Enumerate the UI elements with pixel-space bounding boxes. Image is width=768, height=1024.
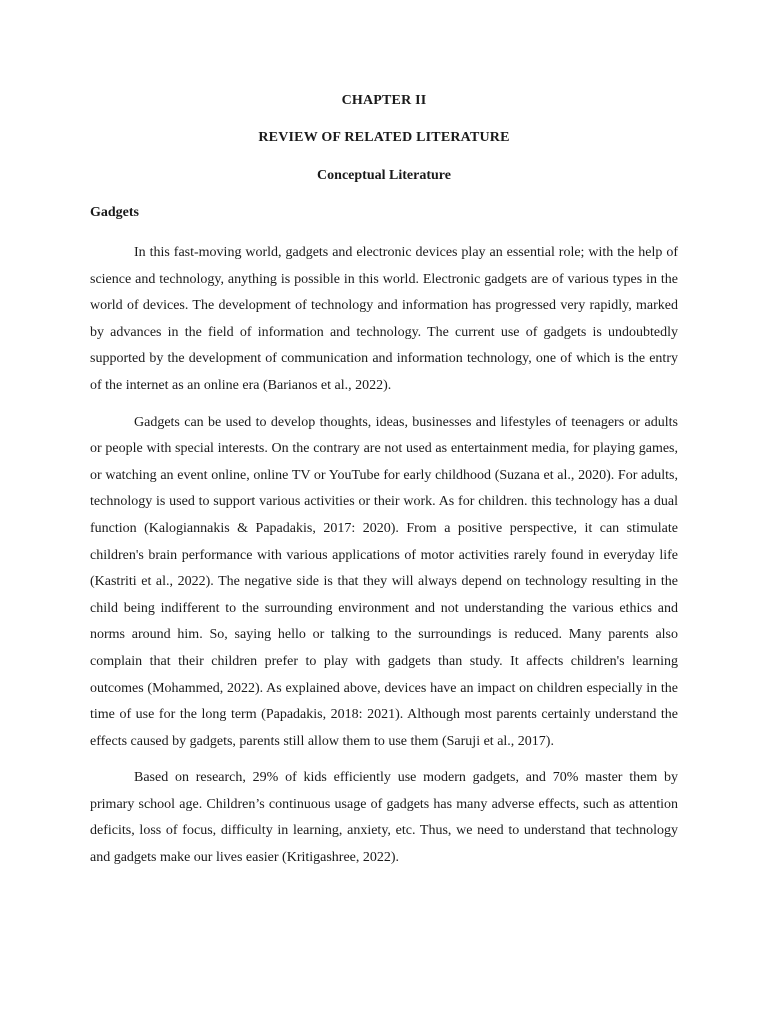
paragraph-3: Based on research, 29% of kids efficiently use modern gadgets, and 70% master them by primary school age. Children’s continuous usage of gadgets has many adverse effects, such as attention deficits, loss of focus, difficulty in learning, anxiety, etc. Thus, we need to understand that technology and gadgets make our lives easier (Kritigashree, 2022).	[90, 770, 678, 866]
chapter-number: CHAPTER II	[341, 93, 427, 108]
subheading-gadgets: Gadgets	[90, 205, 139, 220]
section-title: Conceptual Literature	[317, 168, 451, 183]
paragraph-1: In this fast-moving world, gadgets and electronic devices play an essential role; with the help of science and technology, anything is possible in this world. Electronic gadgets are of various types in the world of devices. The development of technology and information has progressed very rapidly, marked by advances in the field of information and technology. The current use of gadgets is undoubtedly supported by the development of communication and information technology, one of which is the entry of the internet as an online era (Barianos et al., 2022).	[90, 245, 678, 393]
paragraph-2: Gadgets can be used to develop thoughts, ideas, businesses and lifestyles of teenagers or adults or people with special interests. On the contrary are not used as entertainment media, for playing games, or watching an event online, online TV or YouTube for early childhood (Suzana et al., 2020). For adults, technology is used to support various activities or their work. As for children. this technology has a dual function (Kalogiannakis & Papadakis, 2017: 2020). From a positive perspective, it can stimulate children's brain performance with various applications of motor activities rarely found in everyday life (Kastriti et al., 2022). The negative side is that they will always depend on technology resulting in the child being indifferent to the surrounding environment and not understanding the various ethics and norms around him. So, saying hello or talking to the surroundings is reduced. Many parents also complain that their children prefer to play with gadgets than study. It affects children's learning outcomes (Mohammed, 2022). As explained above, devices have an impact on children especially in the time of use for the long term (Papadakis, 2018: 2021). Although most parents certainly understand the effects caused by gadgets, parents still allow them to use them (Saruji et al., 2017).	[90, 414, 678, 749]
chapter-title: REVIEW OF RELATED LITERATURE	[258, 130, 510, 145]
body-text	[90, 240, 678, 882]
